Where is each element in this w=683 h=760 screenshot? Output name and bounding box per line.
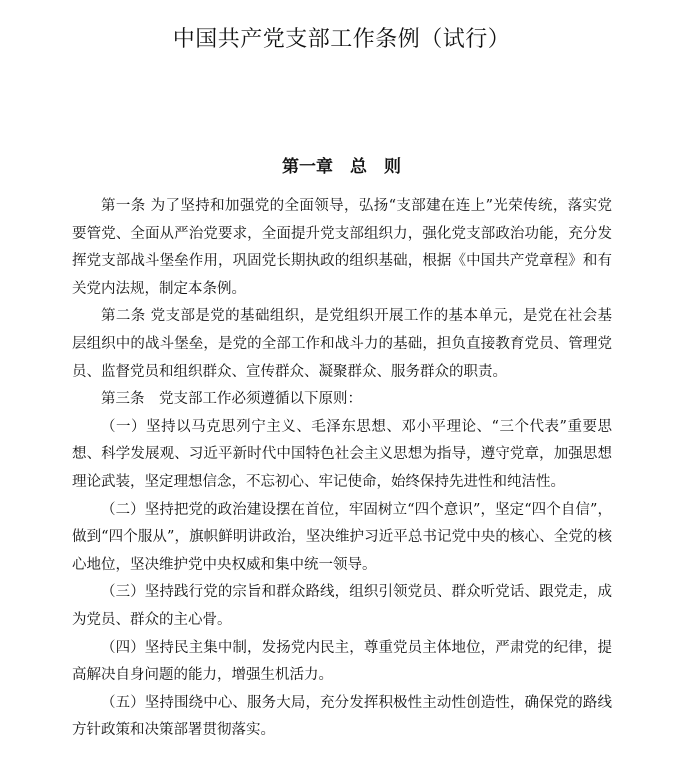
article-2-paragraph: 第二条 党支部是党的基础组织，是党组织开展工作的基本单元，是党在社会基层组织中的战斗堡垒，是党的全部工作和战斗力的基础，担负直接教育党员、管理党员、监督党员和组织群众、宣传群众、凝聚群众、服务群众的职责。 [72, 308, 612, 380]
principle-4-paragraph: （四）坚持民主集中制，发扬党内民主，尊重党员主体地位，严肃党的纪律，提高解决自身问题的能力，增强生机活力。 [72, 639, 612, 684]
article-1-paragraph: 第一条 为了坚持和加强党的全面领导，弘扬“支部建在连上”光荣传统，落实党要管党、全面从严治党要求，全面提升党支部组织力，强化党支部政治功能，充分发挥党支部战斗堡垒作用，巩固党长期执政的组织基础，根据《中国共产党章程》和有关党内法规，制定本条例。 [72, 198, 612, 297]
principle-5-paragraph: （五）坚持围绕中心、服务大局，充分发挥积极性主动性创造性，确保党的路线方针政策和决策部署贯彻落实。 [72, 694, 612, 739]
principle-2-paragraph: （二）坚持把党的政治建设摆在首位，牢固树立“四个意识”，坚定“四个自信”，做到“四个服从”，旗帜鲜明讲政治，坚决维护习近平总书记党中央的核心、全党的核心地位，坚决维护党中央权威和集中统一领导。 [72, 501, 612, 573]
article-3-paragraph: 第三条 党支部工作必须遵循以下原则： [101, 391, 362, 408]
principle-3-paragraph: （三）坚持践行党的宗旨和群众路线，组织引领党员、群众听党话、跟党走，成为党员、群众的主心骨。 [72, 584, 612, 628]
document-body [72, 193, 612, 745]
principle-1-paragraph: （一）坚持以马克思列宁主义、毛泽东思想、邓小平理论、“三个代表”重要思想、科学发展观、习近平新时代中国特色社会主义思想为指导，遵守党章，加强思想理论武装，坚定理想信念，不忘初心、牢记使命，始终保持先进性和纯洁性。 [72, 418, 612, 490]
chapter-heading: 第一章 总 则 [282, 157, 401, 177]
document-title: 中国共产党支部工作条例（试行） [172, 27, 511, 52]
